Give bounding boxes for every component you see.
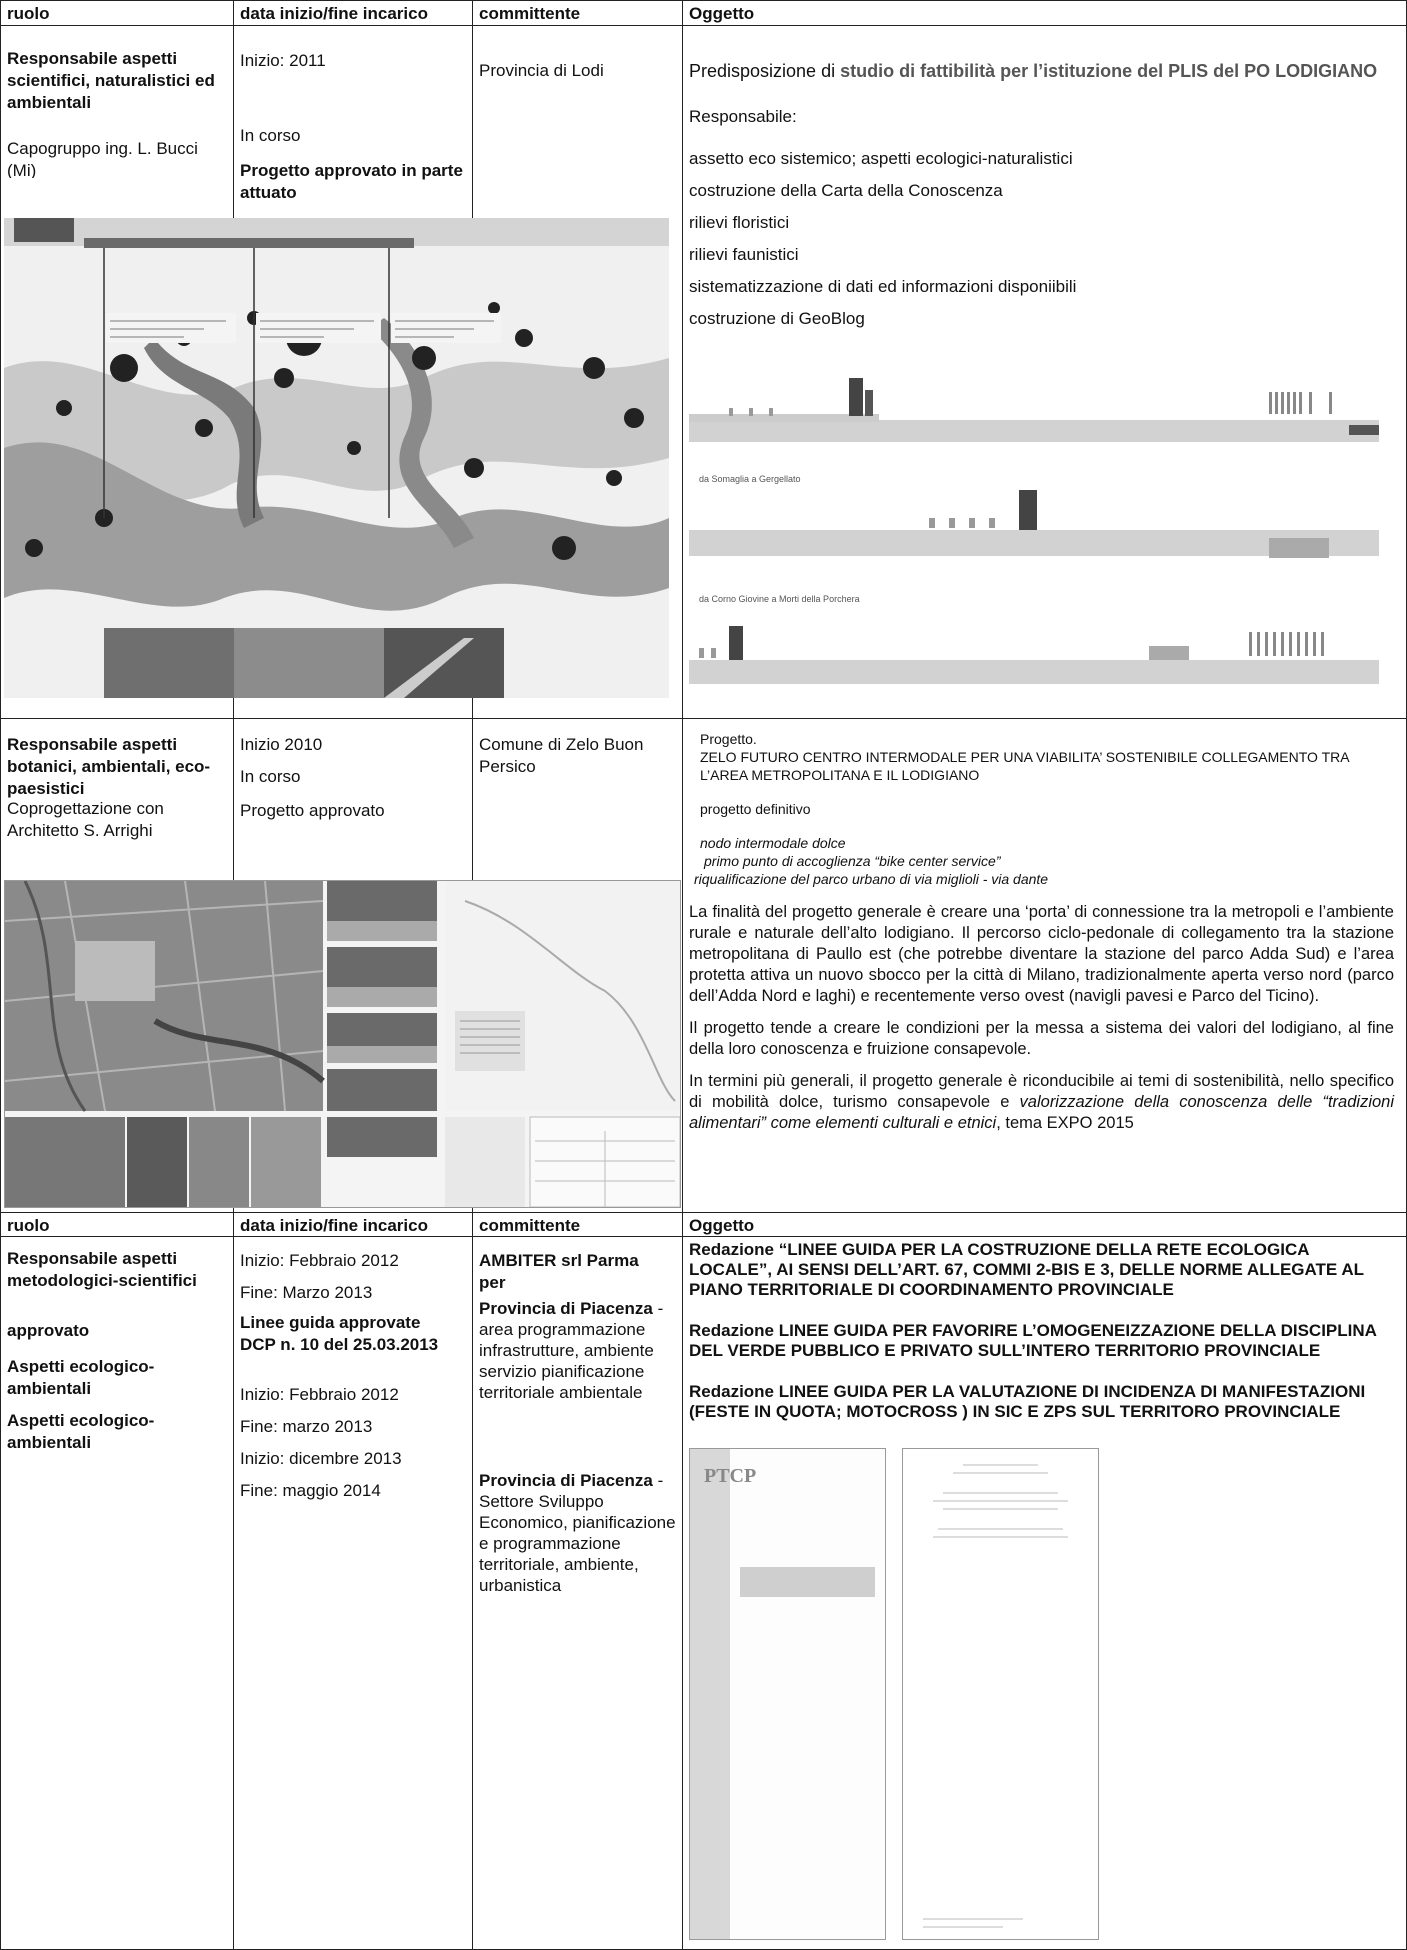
table-top-border (0, 0, 1407, 1)
row1-oggetto-title: studio di fattibilità per l’istituzione del PLIS del PO LODIGIANO (840, 61, 1378, 81)
row1-oggetto-heading (689, 60, 1394, 82)
document-page-lines (903, 1449, 1098, 1939)
row3-data-d: Fine: marzo 2013 (240, 1417, 373, 1436)
row3-oggetto-3: Redazione LINEE GUIDA PER LA VALUTAZIONE DI INCIDENZA DI MANIFESTAZIONI (FESTE IN QUOTA; MOTOCROSS ) IN SIC E ZPS SUL TERRITORO PROVINCIALE (689, 1382, 1366, 1421)
row2-ruolo-title: Responsabile aspetti botanici, ambientali, eco-paesistici (7, 735, 211, 798)
collage-graphic (5, 881, 680, 1207)
row3-data-b: Fine: Marzo 2013 (240, 1283, 373, 1302)
header2-data: data inizio/fine incarico (240, 1216, 428, 1235)
row2-description (689, 902, 1394, 1145)
row2-paragraph-3: In termini più generali, il progetto generale è riconducibile ai temi di sostenibilità, nello specifico di mobilità dolce, turismo consapevole e valorizzazione della conoscenza delle “tradizioni alimentari” come elementi culturali e etnici, tema EXPO 2015 (689, 1072, 1394, 1132)
row2-committente: Comune di Zelo Buon Persico (479, 735, 644, 776)
list-item: costruzione della Carta della Conoscenza (689, 181, 1003, 200)
row1-oggetto-responsabile: Responsabile: (689, 107, 797, 126)
row3-committente-2: Provincia di Piacenza - area programmazione infrastrutture, ambiente servizio pianificazione territoriale ambientale (479, 1299, 664, 1402)
row3-ruolo-3: Aspetti ecologico-ambientali (7, 1357, 155, 1398)
row2-italic-item-2: primo punto di accoglienza “bike center service” (704, 853, 1001, 869)
row3-data-f: Fine: maggio 2014 (240, 1481, 381, 1500)
row2-data-start: Inizio 2010 (240, 735, 323, 754)
row2-italic-item-1: nodo intermodale dolce (700, 835, 846, 851)
header1-bottom-border (0, 25, 1407, 26)
row3-data-c: Inizio: Febbraio 2012 (240, 1385, 399, 1404)
header2-committente: committente (479, 1216, 581, 1235)
plis-map-graphic (4, 218, 669, 698)
list-item: sistematizzazione di dati ed informazioni disponiibili (689, 277, 1077, 296)
col-left-border (0, 0, 1, 1950)
header2-ruolo: ruolo (7, 1216, 50, 1235)
header2-bottom-border (0, 1236, 1407, 1237)
list-item: assetto eco sistemico; aspetti ecologici-naturalistici (689, 149, 1073, 168)
row1-oggetto-list (689, 148, 1389, 340)
list-item: rilievi floristici (689, 213, 790, 232)
header2-oggetto: Oggetto (689, 1216, 755, 1235)
header-oggetto: Oggetto (689, 4, 755, 23)
row1-data-approved: Progetto approvato in parte attuato (240, 161, 463, 202)
row1-oggetto-intro: Predisposizione di (689, 61, 841, 81)
section-label-1: da Somaglia a Gergellato (699, 474, 801, 484)
row2-italic-item-3: riqualificazione del parco urbano di via miglioli - via dante (694, 871, 1049, 887)
row2-oggetto-title: ZELO FUTURO CENTRO INTERMODALE PER UNA VIABILITA’ SOSTENIBILE COLLEGAMENTO TRA L’AREA METROPOLITANA E IL LODIGIANO (700, 749, 1349, 783)
row1-data-start: Inizio: 2011 (240, 51, 326, 70)
list-item: costruzione di GeoBlog (689, 309, 865, 328)
plis-po-map-image (4, 218, 669, 698)
row3-committente-1: AMBITER srl Parma per (479, 1251, 639, 1292)
ptcp-logo: PTCP (704, 1465, 757, 1487)
row1-ruolo-title: Responsabile aspetti scientifici, naturalistici ed ambientali (7, 49, 215, 112)
row3-ruolo-1: Responsabile aspetti metodologici-scientifici (7, 1249, 197, 1290)
row1-bottom-border (0, 718, 1407, 719)
row2-data-approved: Progetto approvato (240, 801, 385, 820)
zelo-project-collage (4, 880, 681, 1208)
row3-ruolo-4: Aspetti ecologico-ambientali (7, 1411, 155, 1452)
row3-oggetto-2: Redazione LINEE GUIDA PER FAVORIRE L’OMOGENEIZZAZIONE DELLA DISCIPLINA DEL VERDE PUBBLICO E PRIVATO SULL’INTERO TERRITORIO PROVINCIALE (689, 1321, 1377, 1360)
row2-bottom-border (0, 1212, 1407, 1213)
header-committente: committente (479, 4, 581, 23)
row3-ruolo-2: approvato (7, 1321, 90, 1340)
row2-ruolo-note: Coprogettazione con Architetto S. Arrighi (7, 799, 164, 840)
col-divider-3 (682, 0, 683, 1950)
row2-paragraph-1: La finalità del progetto generale è creare una ‘porta’ di connessione tra la metropoli e l’ambiente rurale e naturale dell’alto lodigiano. Il percorso ciclo-pedonale di collegamento tra la stazione metropolitana di Paullo est (che potrebbe diventare la stazione del parco Adda Sud) e l’area protetta attiva un nuovo sbocco per la città di Milano, tradizionalmente aperta verso nord (parco dell’Adda Nord e laghi) e recentemente verso ovest (navigli pavesi e Parco del Ticino). (689, 903, 1394, 1005)
row3-data-a: Inizio: Febbraio 2012 (240, 1251, 399, 1270)
header-data: data inizio/fine incarico (240, 4, 428, 23)
row2-data-status: In corso (240, 767, 301, 786)
document-page-thumbnail (902, 1448, 1099, 1940)
row1-data-status: In corso (240, 126, 301, 145)
row2-oggetto-sub: progetto definitivo (700, 801, 811, 817)
row3-oggetto-1: Redazione “LINEE GUIDA PER LA COSTRUZIONE DELLA RETE ECOLOGICA LOCALE”, AI SENSI DELL’ART. 67, COMMI 2-BIS E 3, DELLE NORME ALLEGATE AL PIANO TERRITORIALE DI COORDINAMENTO PROVINCIALE (689, 1240, 1364, 1299)
sections-graphic (689, 370, 1389, 710)
row3-data-approved: Linee guida approvate DCP n. 10 del 25.03.2013 (240, 1313, 439, 1354)
header-ruolo: ruolo (7, 4, 50, 23)
row3-committente-3: Provincia di Piacenza - Settore Sviluppo Economico, pianificazione e programmazione territoriale, ambiente, urbanistica (479, 1471, 676, 1595)
river-sections-drawing (689, 370, 1389, 710)
section-label-2: da Corno Giovine a Morti della Porchera (699, 594, 860, 604)
list-item: rilievi faunistici (689, 245, 799, 264)
row2-oggetto-label: Progetto. (700, 731, 757, 747)
row1-committente: Provincia di Lodi (479, 61, 604, 80)
row1-ruolo-note: Capogruppo ing. L. Bucci (Mi) (7, 139, 198, 178)
ptcp-cover-thumbnail (689, 1448, 886, 1940)
row3-data-e: Inizio: dicembre 2013 (240, 1449, 402, 1468)
row2-paragraph-2: Il progetto tende a creare le condizioni per la messa a sistema dei valori del lodigiano, al fine della loro conoscenza e fruizione consapevole. (689, 1019, 1394, 1058)
